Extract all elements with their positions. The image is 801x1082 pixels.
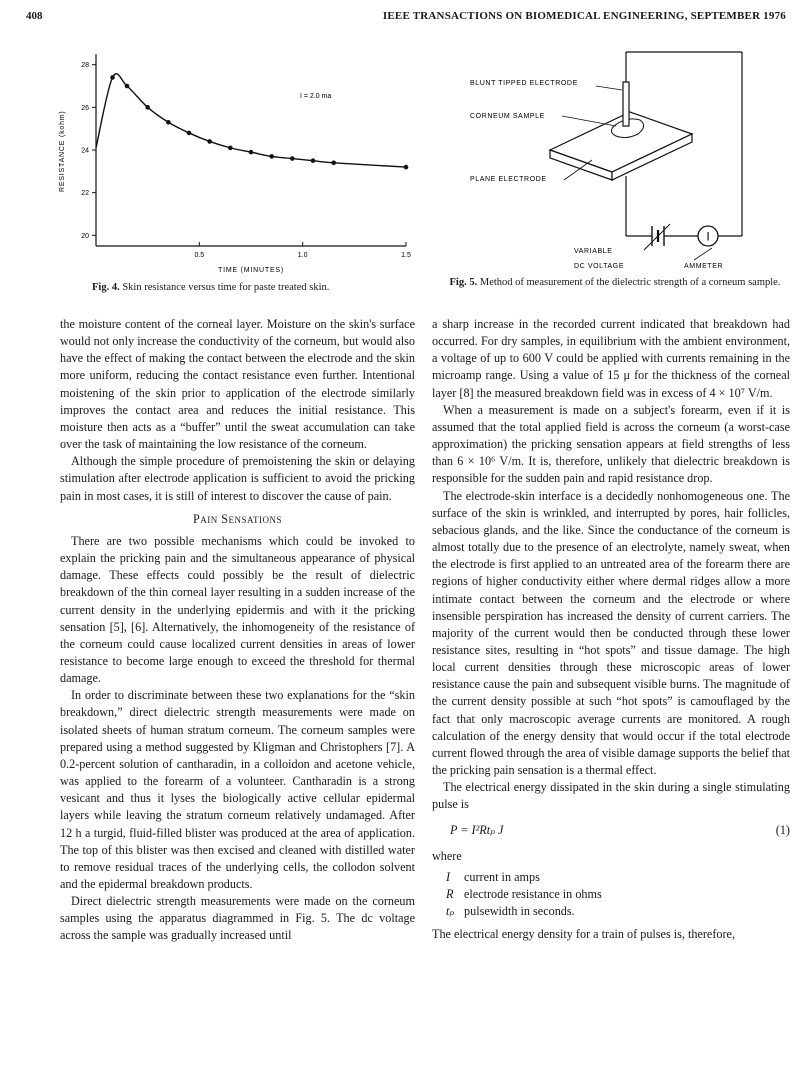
x-tick-label: 1.0	[297, 252, 308, 259]
chart-annotation: I = 2.0 ma	[300, 93, 332, 100]
equation-1	[432, 820, 790, 842]
data-point	[110, 75, 115, 80]
equation-number: (1)	[775, 822, 790, 837]
figure-4-chart	[50, 40, 420, 300]
y-tick-label: 24	[81, 147, 89, 155]
paragraph: The electrode-skin interface is a decidedly nonhomogeneous one. The surface of the skin is wrinkled, and interrupted by pores, hair follicles, sebacious glands, and the like. Since the conductance of the corneum is almost totally due to the presence of an electrolyte, namely sweat, when the electrode is first applied to an untreated area of the forearm there are regions of higher conductivity either where dermal ridges allow a more intimate contact between the corneum and the electrode or where insensible perspiration has increased the density of current carriers. The majority of the current would then be conducted through these lower resistance sites, resulting in “hot spots” and tissue damage. The high local current densities through these microscopic areas of lower resistance cause the pain and subsequent visible burns. The magnitude of the current density possible at such “hot spots” is camouflaged by the fact that only macroscopic average currents are monitored. A rough calculation of the energy density that would occur if the total electrode current flowed through the area of visible damage supports the belief that the pricking pain sensation is a thermal effect.	[432, 488, 790, 778]
page-number: 408	[26, 10, 43, 22]
chart-y-axis-label: RESISTANCE (kohm)	[59, 110, 66, 192]
leader-sample	[562, 116, 616, 126]
label-variable: VARIABLE	[574, 248, 613, 255]
leader-ammeter	[694, 248, 712, 260]
data-point	[404, 165, 409, 170]
y-tick-label: 26	[81, 104, 89, 112]
x-tick-label: 1.5	[401, 252, 411, 259]
right-column	[432, 316, 790, 943]
chart-markers	[110, 75, 408, 169]
leader-electrode	[596, 86, 622, 90]
definition-row	[446, 869, 790, 886]
y-tick-label: 28	[81, 62, 89, 70]
definition-symbol: R	[446, 886, 454, 901]
data-point	[166, 120, 171, 125]
paragraph: The electrical energy density for a train of pulses is, therefore,	[432, 927, 735, 942]
figure-5-diagram	[430, 40, 800, 310]
figure-4-caption	[92, 281, 392, 294]
data-point	[145, 105, 150, 110]
paragraph: Although the simple procedure of premoistening the skin or delaying stimulation after electrode application is sufficient to avoid the pricking pain in most cases, it is still of interest to discover the cause of pain.	[60, 454, 415, 503]
definition-symbol: tₚ	[446, 904, 455, 918]
definition-text: pulsewidth in seconds.	[464, 904, 575, 918]
figure-5-caption-text: Method of measurement of the dielectric strength of a corneum sample.	[479, 277, 781, 288]
paragraph: Direct dielectric strength measurements were made on the corneum samples using the apparatus diagrammed in Fig. 5. The dc voltage across the sample was gradually increased until	[60, 894, 415, 943]
figure-4-caption-text: Skin resistance versus time for paste treated skin.	[122, 282, 330, 293]
definition-text: electrode resistance in ohms	[464, 886, 602, 901]
definition-symbol: I	[446, 869, 451, 884]
data-point	[269, 154, 274, 159]
definition-text: current in amps	[464, 869, 540, 884]
data-point	[311, 158, 316, 163]
y-tick-label: 20	[81, 232, 89, 240]
label-plane-electrode: PLANE ELECTRODE	[470, 176, 547, 183]
blunt-tipped-electrode	[623, 82, 629, 126]
data-point	[331, 161, 336, 166]
paragraph: When a measurement is made on a subject's forearm, even if it is assumed that the total applied field is across the corneum (a worst-case approximation) the pricking sensation appears at field strengths of less than 6 × 10⁶ V/m. It is, therefore, unlikely that dielectric breakdown is responsible for the sudden pain and rapid resistance drop.	[432, 402, 790, 486]
paragraph: The electrical energy dissipated in the skin during a single stimulating pulse is	[432, 780, 790, 812]
label-dc-voltage: DC VOLTAGE	[574, 263, 625, 270]
symbol-definitions	[446, 869, 790, 920]
page-header	[26, 10, 786, 26]
paragraph: a sharp increase in the recorded current indicated that breakdown had occurred. For dry samples, in equilibrium with the ambient environment, a voltage of up to 600 V could be applied with currents remaining in the microamp range. Using a value of 15 μ for the thickness of the corneal layer [8] the measured breakdown field was in excess of 4 × 10⁷ V/m.	[432, 317, 790, 400]
equation-expression: P = I²Rtₚ J	[450, 822, 504, 837]
figure-5-caption	[435, 276, 795, 289]
label-ammeter: AMMETER	[684, 263, 724, 270]
ammeter-symbol: I	[706, 229, 710, 244]
label-corneum-sample: CORNEUM SAMPLE	[470, 113, 545, 120]
left-column	[60, 316, 415, 945]
figure-4-caption-label: Fig. 4.	[92, 282, 120, 293]
figure-5-caption-label: Fig. 5.	[449, 277, 478, 288]
definition-row	[446, 886, 790, 903]
data-point	[249, 150, 254, 155]
data-point	[187, 131, 192, 136]
data-point	[207, 139, 212, 144]
data-point	[290, 156, 295, 161]
data-point	[125, 84, 130, 89]
chart-ticks	[81, 62, 411, 259]
section-heading: Pain Sensations	[192, 511, 283, 526]
y-tick-label: 22	[81, 190, 89, 198]
chart-x-axis-label: TIME (MINUTES)	[218, 267, 285, 274]
paragraph: the moisture content of the corneal layer. Moisture on the skin's surface would not only increase the conductivity of the corneum, but would also have the effect of making the contact between the electrode and the skin more uniform, reducing the contact resistance even further. Intentional moistening of the skin prior to application of the electrode similarly improves the contact area and reduces the initial resistance. This moisture then acts as a “buffer” until the sweat accumulation can take over the task of maintaining the low resistance of the corneum.	[60, 317, 415, 452]
definition-row	[446, 903, 790, 920]
journal-running-head: IEEE TRANSACTIONS ON BIOMEDICAL ENGINEERING, SEPTEMBER 1976	[382, 10, 786, 22]
paragraph: In order to discriminate between these two explanations for the “skin breakdown,” direct dielectric strength measurements were made on isolated sheets of human stratum corneum. The corneum samples were prepared using a method suggested by Kligman and Christophers [7]. A 0.2-percent solution of cantharadin, in a colloidon and acetone vehicle, was applied to the forearm of a volunteer. Cantharadin is a strong vesicant and thus it lyses the biologically active cellular epidermal layers while leaving the stratum corneum relatively undamaged. After 12 h a turgid, fluid-filled blister was produced at the area of application. The top of this blister was then excised and cleaned with distilled water to remove residual traces of the underlying cells, the collodon solvent and the epidermal breakdown products.	[60, 688, 415, 891]
label-blunt-electrode: BLUNT TIPPED ELECTRODE	[470, 80, 578, 87]
x-tick-label: 0.5	[194, 252, 205, 259]
data-point	[228, 146, 233, 151]
variable-arrow	[644, 224, 670, 250]
paragraph: There are two possible mechanisms which could be invoked to explain the pricking pain and the simultaneous appearance of physical damage. These effects could possibly be the result of dielectric breakdown of the thin corneal layer resulting in a sudden increase of the current density in the underlying epidermis and with it the pricking sensation [5], [6]. Alternatively, the inhomogeneity of the resistance of the corneum could cause localized current densities in areas of lower resistance to become large enough to exceed the threshold for thermal damage.	[60, 533, 415, 686]
where-text: where	[432, 848, 462, 863]
